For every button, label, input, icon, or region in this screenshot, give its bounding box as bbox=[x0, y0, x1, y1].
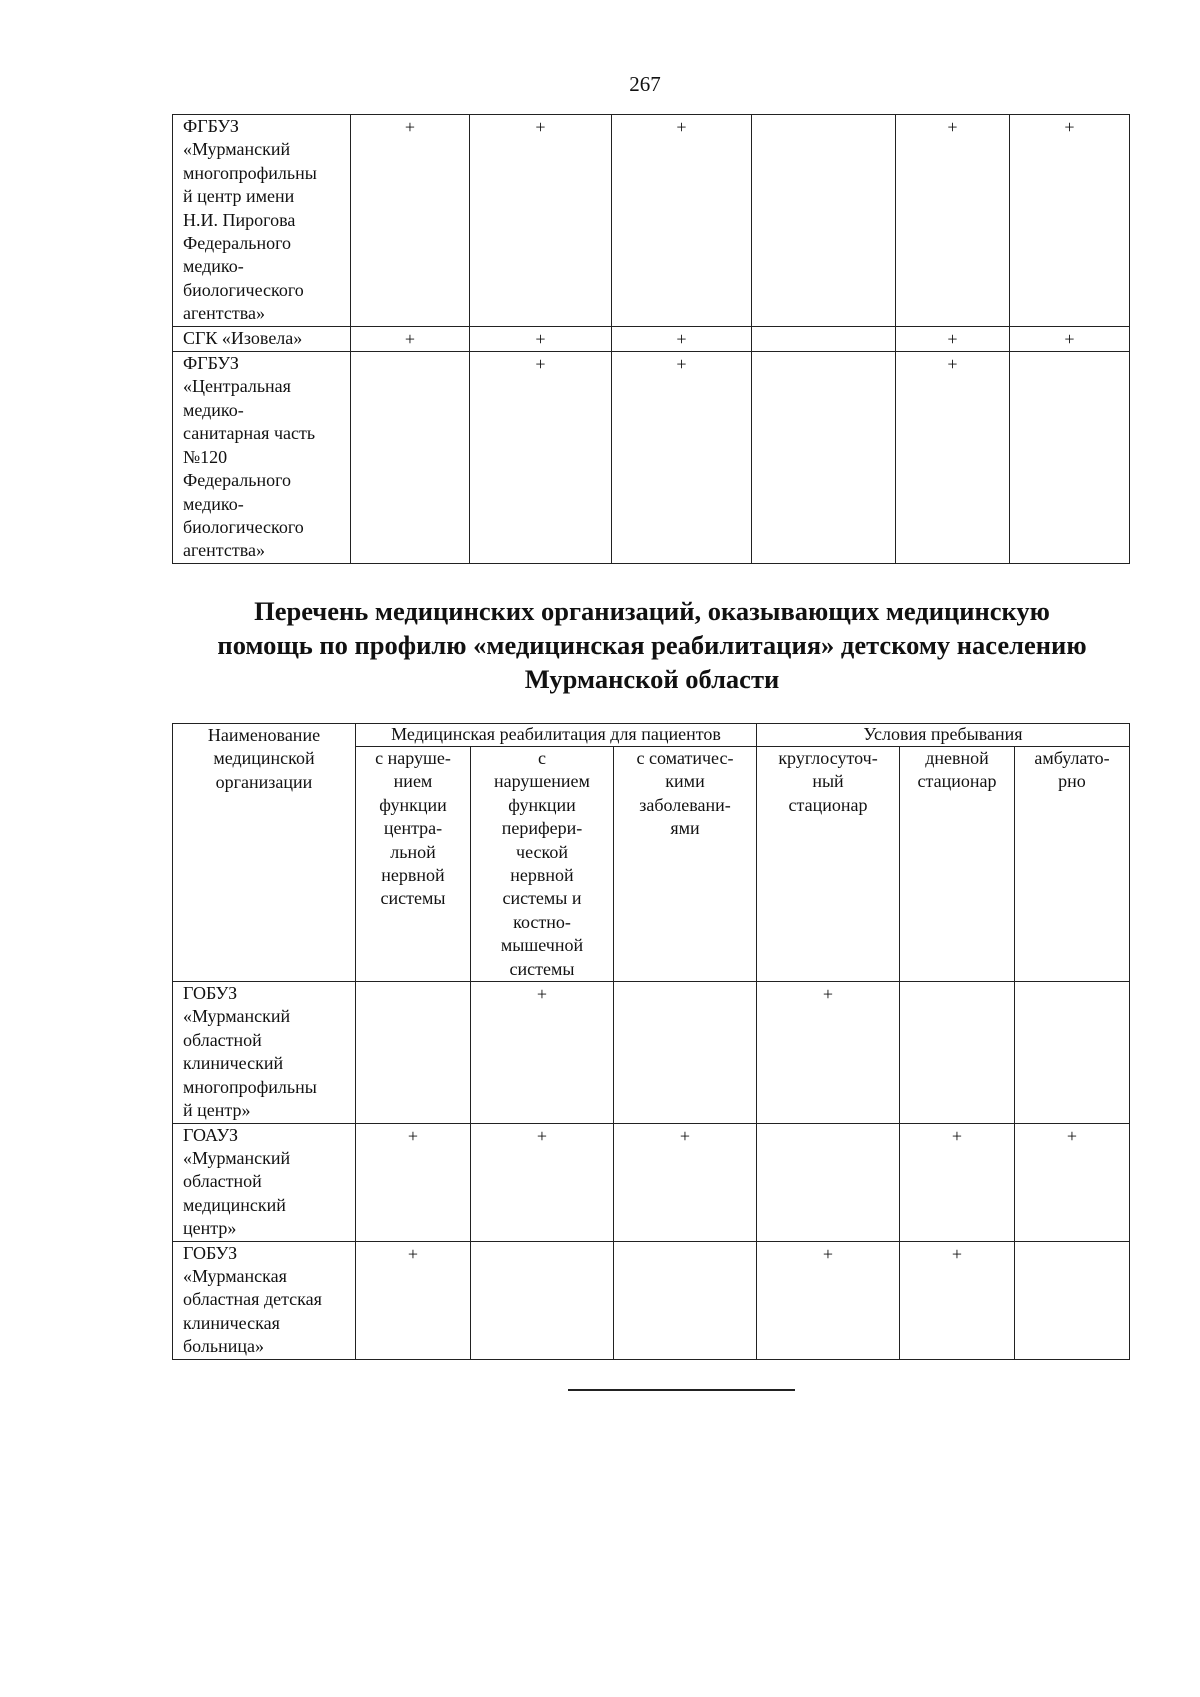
column-group-conditions: Условия пребывания bbox=[757, 724, 1130, 747]
table-row bbox=[173, 982, 1130, 1123]
mark-cell: + bbox=[896, 115, 1010, 327]
column-header-outpatient: амбулато- рно bbox=[1015, 747, 1130, 982]
table-row bbox=[173, 326, 1130, 351]
mark-cell bbox=[900, 982, 1015, 1123]
mark-cell bbox=[752, 115, 896, 327]
column-header-round-the-clock: круглосуточ- ный стационар bbox=[757, 747, 900, 982]
table-row bbox=[173, 1241, 1130, 1359]
end-of-list-rule bbox=[568, 1389, 795, 1391]
mark-cell bbox=[356, 982, 471, 1123]
mark-cell: + bbox=[1015, 1123, 1130, 1241]
mark-cell bbox=[1015, 1241, 1130, 1359]
column-group-rehabilitation: Медицинская реабилитация для пациентов bbox=[356, 724, 757, 747]
mark-cell bbox=[757, 1123, 900, 1241]
mark-cell: + bbox=[356, 1123, 471, 1241]
organization-name-cell: ГОБУЗ «Мурманская областная детская клиническая больница» bbox=[173, 1241, 356, 1359]
mark-cell: + bbox=[356, 1241, 471, 1359]
mark-cell bbox=[1015, 982, 1130, 1123]
mark-cell: + bbox=[471, 1123, 614, 1241]
rehabilitation-organizations-table bbox=[172, 723, 1130, 1360]
column-header-organization: Наименование медицинской организации bbox=[173, 724, 356, 982]
organization-name-cell: ФГБУЗ «Центральная медико- санитарная часть №120 Федерального медико- биологического агентства» bbox=[173, 352, 351, 564]
mark-cell: + bbox=[614, 1123, 757, 1241]
table-row bbox=[173, 1123, 1130, 1241]
page-number: 267 bbox=[629, 72, 661, 96]
mark-cell: + bbox=[351, 115, 470, 327]
mark-cell: + bbox=[900, 1123, 1015, 1241]
mark-cell: + bbox=[1010, 326, 1130, 351]
mark-cell: + bbox=[757, 982, 900, 1123]
mark-cell: + bbox=[900, 1241, 1015, 1359]
mark-cell bbox=[614, 982, 757, 1123]
mark-cell: + bbox=[612, 326, 752, 351]
organization-name-cell: СГК «Изовела» bbox=[173, 326, 351, 351]
mark-cell: + bbox=[470, 326, 612, 351]
organization-name-cell: ГОБУЗ «Мурманский областной клинический многопрофильны й центр» bbox=[173, 982, 356, 1123]
mark-cell: + bbox=[757, 1241, 900, 1359]
column-header-day-hospital: дневной стационар bbox=[900, 747, 1015, 982]
organization-name-cell: ГОАУЗ «Мурманский областной медицинский центр» bbox=[173, 1123, 356, 1241]
mark-cell: + bbox=[470, 115, 612, 327]
mark-cell bbox=[614, 1241, 757, 1359]
column-header-cns: с наруше- нием функции центра- льной нервной системы bbox=[356, 747, 471, 982]
table-row bbox=[173, 352, 1130, 564]
table-header-row bbox=[173, 724, 1130, 747]
organization-name-cell: ФГБУЗ «Мурманский многопрофильны й центр имени Н.И. Пирогова Федерального медико- биологического агентства» bbox=[173, 115, 351, 327]
table-row bbox=[173, 115, 1130, 327]
mark-cell bbox=[752, 352, 896, 564]
mark-cell: + bbox=[612, 352, 752, 564]
mark-cell bbox=[1010, 352, 1130, 564]
mark-cell: + bbox=[896, 352, 1010, 564]
mark-cell: + bbox=[471, 982, 614, 1123]
mark-cell: + bbox=[470, 352, 612, 564]
continuation-table bbox=[172, 114, 1130, 564]
mark-cell: + bbox=[351, 326, 470, 351]
mark-cell: + bbox=[1010, 115, 1130, 327]
mark-cell: + bbox=[896, 326, 1010, 351]
column-header-somatic: с соматичес- кими заболевани- ями bbox=[614, 747, 757, 982]
column-header-pns-musculoskeletal: с нарушением функции перифери- ческой нервной системы и костно- мышечной системы bbox=[471, 747, 614, 982]
mark-cell bbox=[471, 1241, 614, 1359]
section-title: Перечень медицинских организаций, оказывающих медицинскую помощь по профилю «медицинская реабилитация» детскому населению Мурманской области bbox=[217, 596, 1087, 694]
mark-cell: + bbox=[612, 115, 752, 327]
mark-cell bbox=[752, 326, 896, 351]
mark-cell bbox=[351, 352, 470, 564]
